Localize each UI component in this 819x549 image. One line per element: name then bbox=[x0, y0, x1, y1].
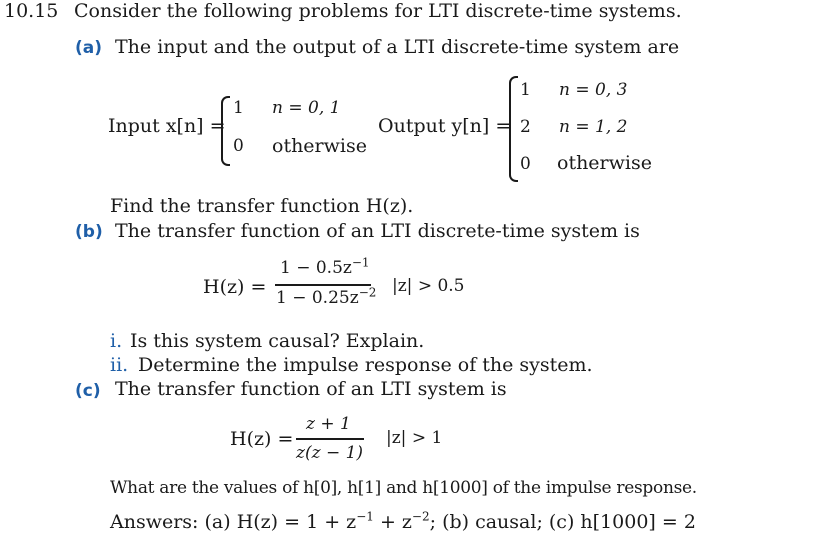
answers-label: Answers: bbox=[110, 511, 199, 533]
part-c-label: (c) bbox=[75, 381, 101, 401]
part-b-sub-ii: Determine the impulse response of the system. bbox=[138, 354, 593, 376]
output-case-value: 2 bbox=[520, 117, 531, 137]
part-c-denominator: z(z − 1) bbox=[296, 443, 364, 463]
part-b-denominator: $1 - 0.25z^{-2}$ bbox=[276, 285, 377, 308]
problem-title: Consider the following problems for LTI discrete-time systems. bbox=[74, 0, 682, 22]
part-b-lhs: H(z) = bbox=[203, 276, 267, 298]
part-c-roc: |z| > 1 bbox=[386, 428, 443, 448]
part-b-fraction-bar bbox=[275, 284, 371, 286]
answers-text: (a) H(z) = 1 + z bbox=[204, 511, 357, 533]
part-a-text: The input and the output of a LTI discrete-time system are bbox=[115, 36, 680, 58]
part-c-question: What are the values of h[0], h[1] and h[1000] of the impulse response. bbox=[110, 478, 697, 498]
part-b-label: (b) bbox=[75, 222, 103, 242]
problem-number: 10.15 bbox=[4, 0, 59, 22]
part-b-text: The transfer function of an LTI discrete-time system is bbox=[115, 220, 640, 242]
part-c-lhs: H(z) = bbox=[230, 428, 294, 450]
output-case-value: 1 bbox=[520, 80, 531, 100]
input-lhs: Input x[n] = bbox=[108, 115, 226, 137]
output-brace bbox=[509, 76, 518, 182]
part-b-sub-ii-label: ii. bbox=[110, 354, 129, 376]
input-case-cond: otherwise bbox=[272, 135, 367, 157]
part-c-text: The transfer function of an LTI system is bbox=[115, 378, 507, 400]
output-case-cond: n = 0, 3 bbox=[559, 80, 628, 100]
part-c-numerator: z + 1 bbox=[306, 414, 351, 434]
part-b-sub-i-label: i. bbox=[110, 330, 123, 352]
part-b-sub-i: Is this system causal? Explain. bbox=[130, 330, 425, 352]
part-a-find: Find the transfer function H(z). bbox=[110, 195, 414, 217]
input-case-value: 1 bbox=[233, 98, 244, 118]
part-c-fraction-bar bbox=[296, 438, 364, 440]
answers-line: Answers: (a) $H(z) = 1 + z^{-1} + z^{-2}$; (b) causal; (c) h[1000] = 2 bbox=[110, 509, 696, 533]
input-case-value: 0 bbox=[233, 136, 244, 156]
output-lhs: Output y[n] = bbox=[378, 115, 512, 137]
output-case-cond: n = 1, 2 bbox=[559, 117, 628, 137]
part-a-label: (a) bbox=[75, 38, 103, 58]
part-b-roc: |z| > 0.5 bbox=[392, 276, 465, 296]
output-case-cond: otherwise bbox=[557, 152, 652, 174]
output-case-value: 0 bbox=[520, 154, 531, 174]
input-brace bbox=[221, 96, 230, 166]
input-case-cond: n = 0, 1 bbox=[272, 98, 341, 118]
part-b-numerator: $1 - 0.5z^{-1}$ bbox=[280, 255, 370, 278]
